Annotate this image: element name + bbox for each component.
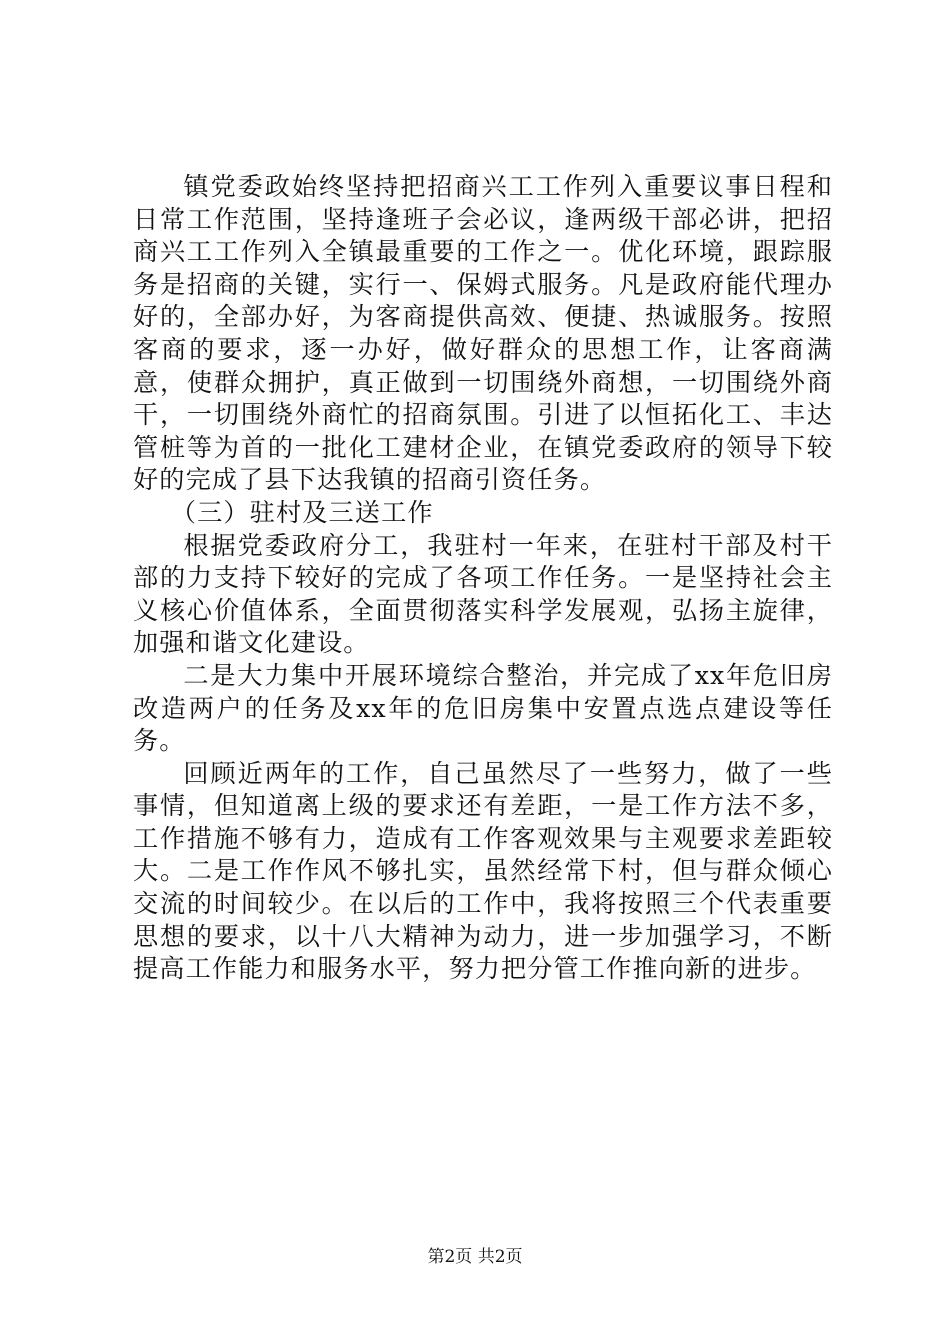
paragraph-investment: 镇党委政始终坚持把招商兴工工作列入重要议事日程和日常工作范围，坚持逢班子会必议，逢两级干部必讲，把招商兴工工作列入全镇最重要的工作之一。优化环境，跟踪服务是招商的关键，实行一、保姆式服务。凡是政府能代理办好的，全部办好，为客商提供高效、便捷、热诚服务。按照客商的要求，逐一办好，做好群众的思想工作，让客商满意，使群众拥护，真正做到一切围绕外商想，一切围绕外商干，一切围绕外商忙的招商氛围。引进了以恒拓化工、丰达管桩等为首的一批化工建材企业，在镇党委政府的领导下较好的完成了县下达我镇的招商引资任务。 [133,172,833,495]
section-heading-village-work: （三）驻村及三送工作 [170,497,434,527]
paragraph-environment: 二是大力集中开展环境综合整治，并完成了xx年危旧房改造两户的任务及xx年的危旧房集中安置点选点建设等任务。 [133,660,833,756]
paragraph-village-tasks: 根据党委政府分工，我驻村一年来，在驻村干部及村干部的力支持下较好的完成了各项工作任务。一是坚持社会主义核心价值体系，全面贯彻落实科学发展观，弘扬主旋律，加强和谐文化建设。 [133,530,833,658]
page-number-footer: 第2页 共2页 [427,1247,523,1267]
document-body [133,171,833,986]
paragraph-review: 回顾近两年的工作，自己虽然尽了一些努力，做了一些事情，但知道离上级的要求还有差距，一是工作方法不多，工作措施不够有力，造成有工作客观效果与主观要求差距较大。二是工作作风不够扎实，虽然经常下村，但与群众倾心交流的时间较少。在以后的工作中，我将按照三个代表重要思想的要求，以十八大精神为动力，进一步加强学习，不断提高工作能力和服务水平，努力把分管工作推向新的进步。 [133,758,833,984]
